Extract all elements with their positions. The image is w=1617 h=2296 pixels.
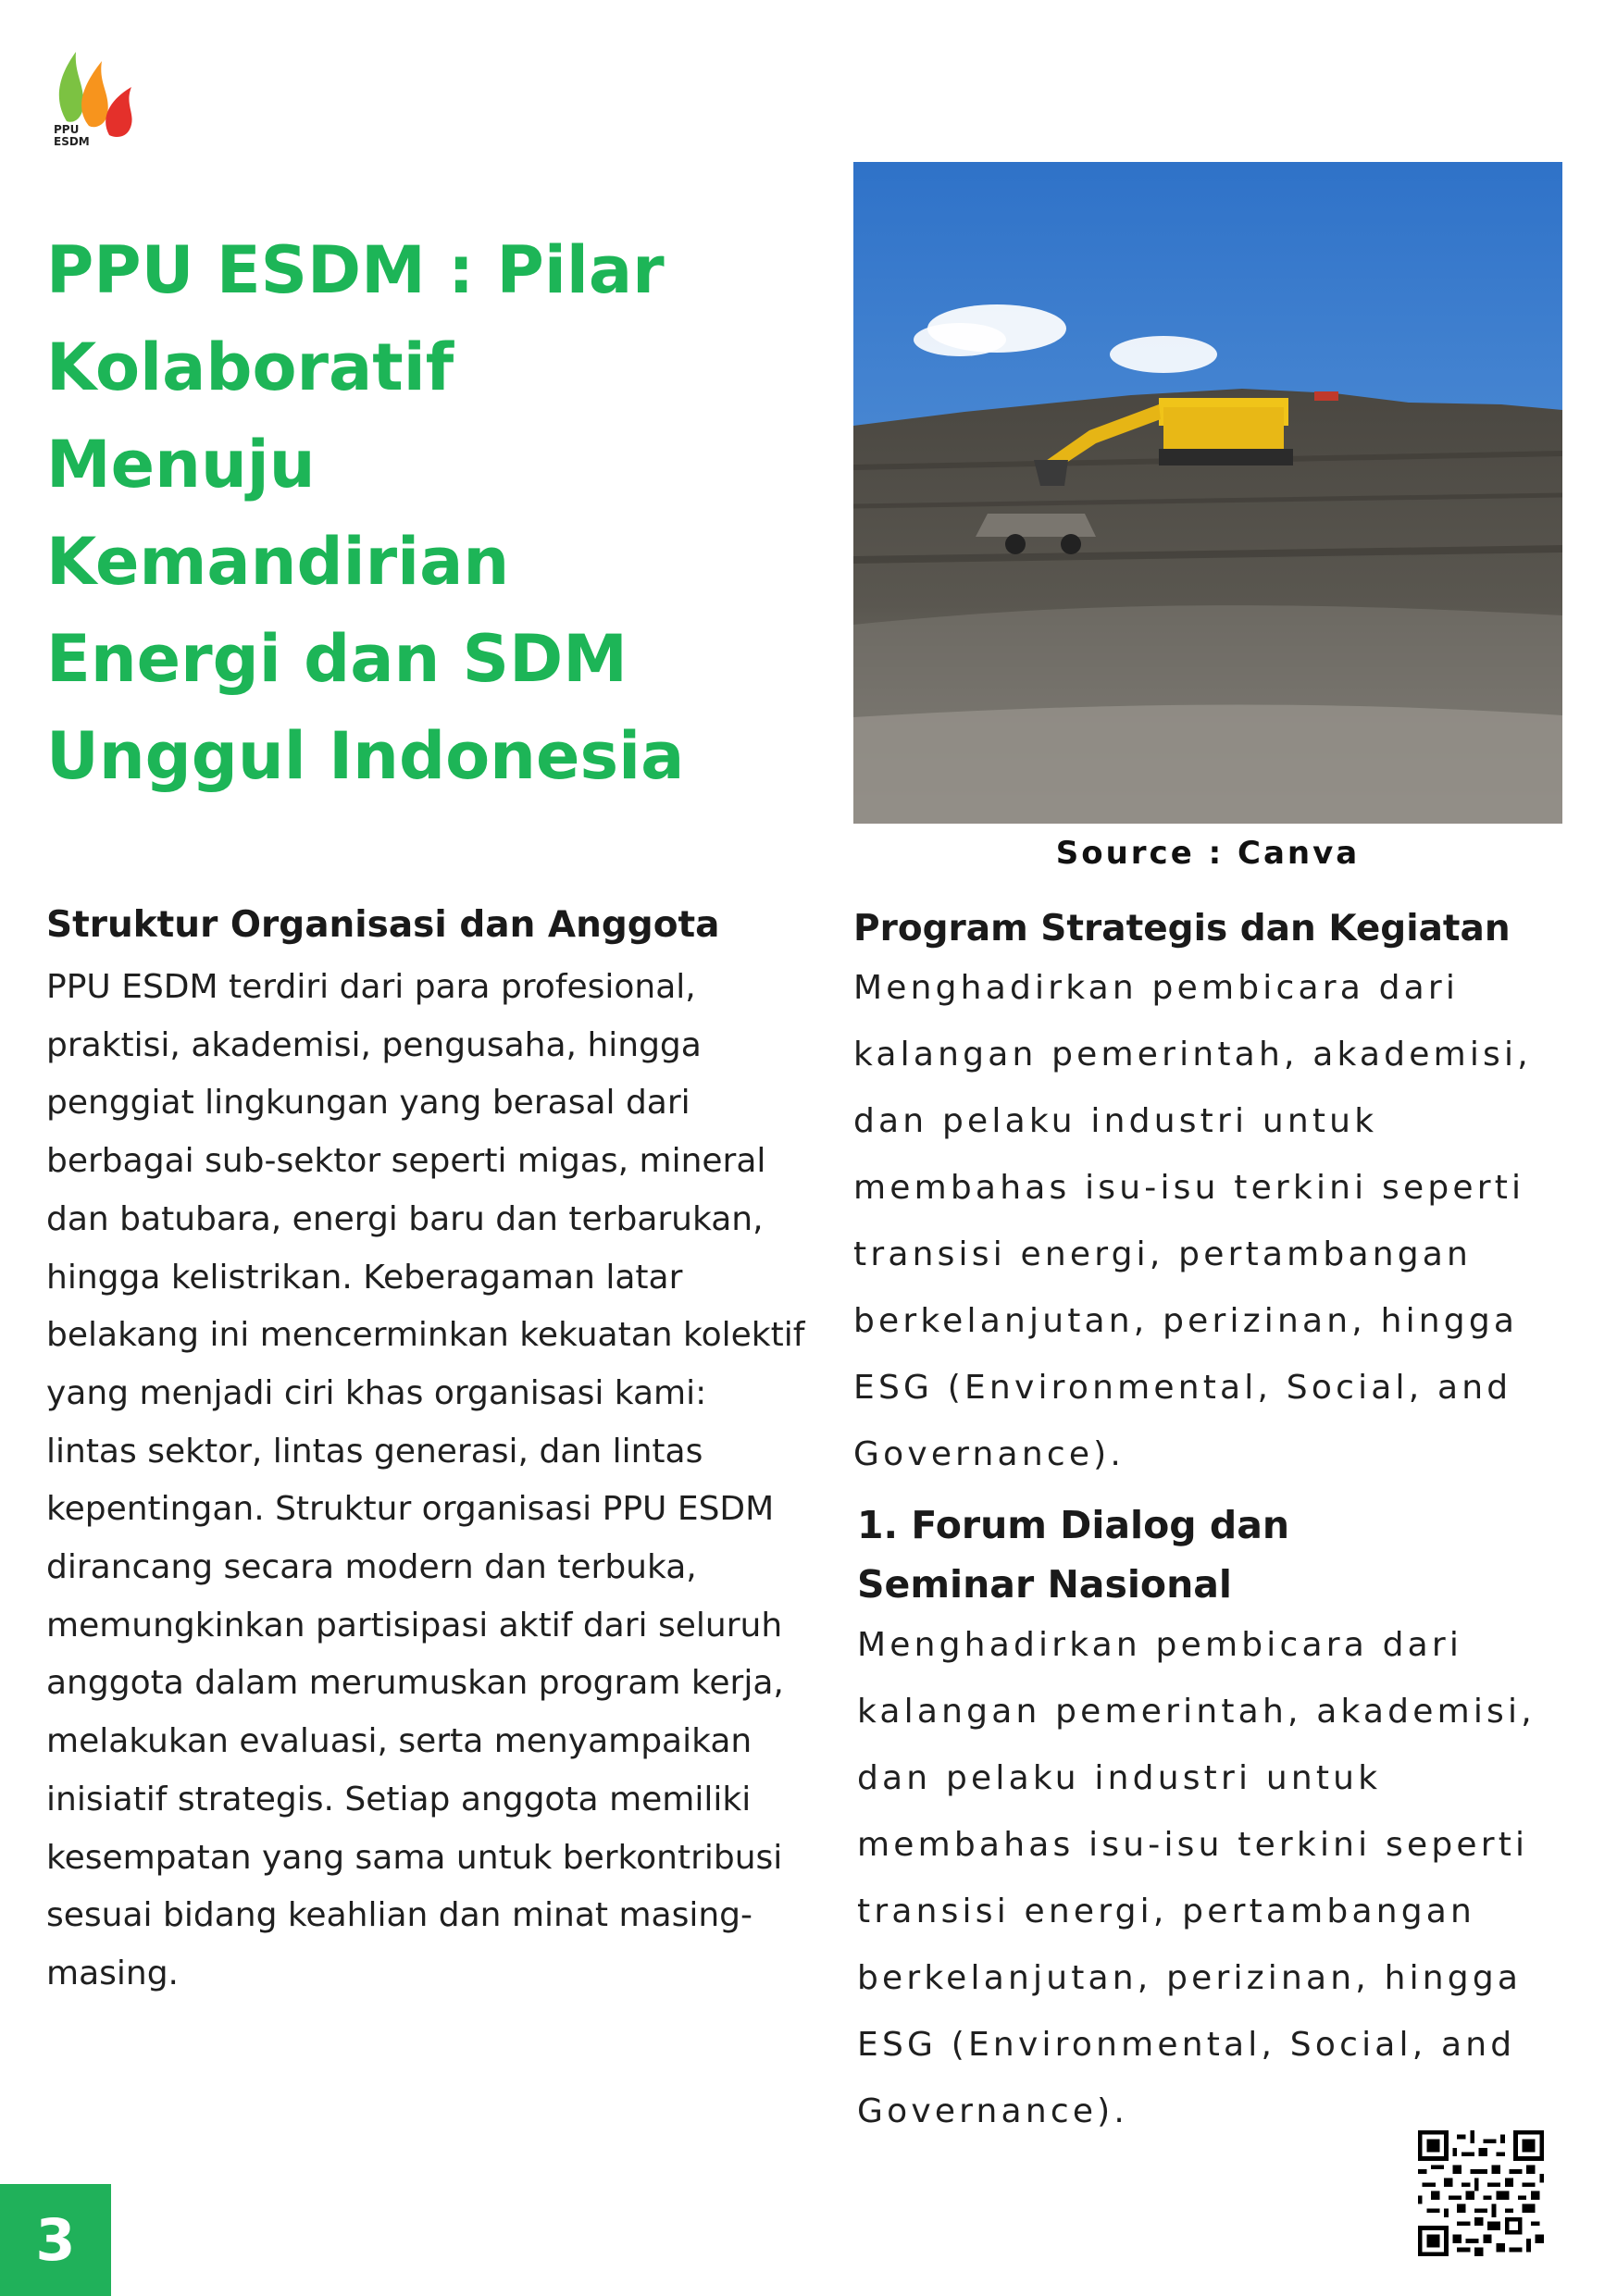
logo-line-1: PPU bbox=[54, 123, 80, 136]
section-body-program: Menghadirkan pembicara dari kalangan pemerintah, akademisi, dan pelaku industri untuk membahas isu-isu terkini seperti transisi energi, pertambangan berkelanjutan, perizinan, hingga ESG (Environmental, Social, and Governance). bbox=[853, 969, 1532, 1473]
page-title: PPU ESDM : Pilar Kolaboratif Menuju Kemandirian Energi dan SDM Unggul Indonesia bbox=[46, 232, 685, 794]
section-body-structure: PPU ESDM terdiri dari para profesional, praktisi, akademisi, pengusaha, hingga penggiat lingkungan yang berasal dari berbagai sub-sektor seperti migas, mineral dan batubara, energi baru dan terbarukan, hingga kelistrikan. Keberagaman latar belakang ini mencerminkan kekuatan kolektif yang menjadi ciri khas organisasi kami: lintas sektor, lintas generasi, dan lintas kepentingan. Struktur organisasi PPU ESDM dirancang secara modern dan terbuka, memungkinkan partisipasi aktif dari seluruh anggota dalam merumuskan program kerja, melakukan evaluasi, serta menyampaikan inisiatif strategis. Setiap anggota memiliki kesempatan yang sama untuk berkontribusi sesuai bidang keahlian dan minat masing-masing. bbox=[46, 968, 805, 1992]
page-number-badge bbox=[0, 2184, 111, 2296]
page-number: 3 bbox=[35, 2206, 76, 2274]
qr-code-icon bbox=[1418, 2130, 1544, 2256]
subheading-forum: 1. Forum Dialog dan Seminar Nasional bbox=[857, 1503, 1290, 1607]
section-heading-program: Program Strategis dan Kegiatan bbox=[853, 908, 1511, 949]
subsection-body-forum: Menghadirkan pembicara dari kalangan pemerintah, akademisi, dan pelaku industri untuk membahas isu-isu terkini seperti transisi energi, pertambangan berkelanjutan, perizinan, hingga ESG (Environmental, Social, and Governance). bbox=[857, 1626, 1536, 2130]
mining-photo bbox=[853, 162, 1562, 824]
logo-line-2: ESDM bbox=[54, 135, 90, 148]
section-heading-structure: Struktur Organisasi dan Anggota bbox=[46, 904, 720, 946]
logo-text bbox=[54, 124, 90, 148]
photo-caption: Source : Canva bbox=[1055, 835, 1361, 872]
